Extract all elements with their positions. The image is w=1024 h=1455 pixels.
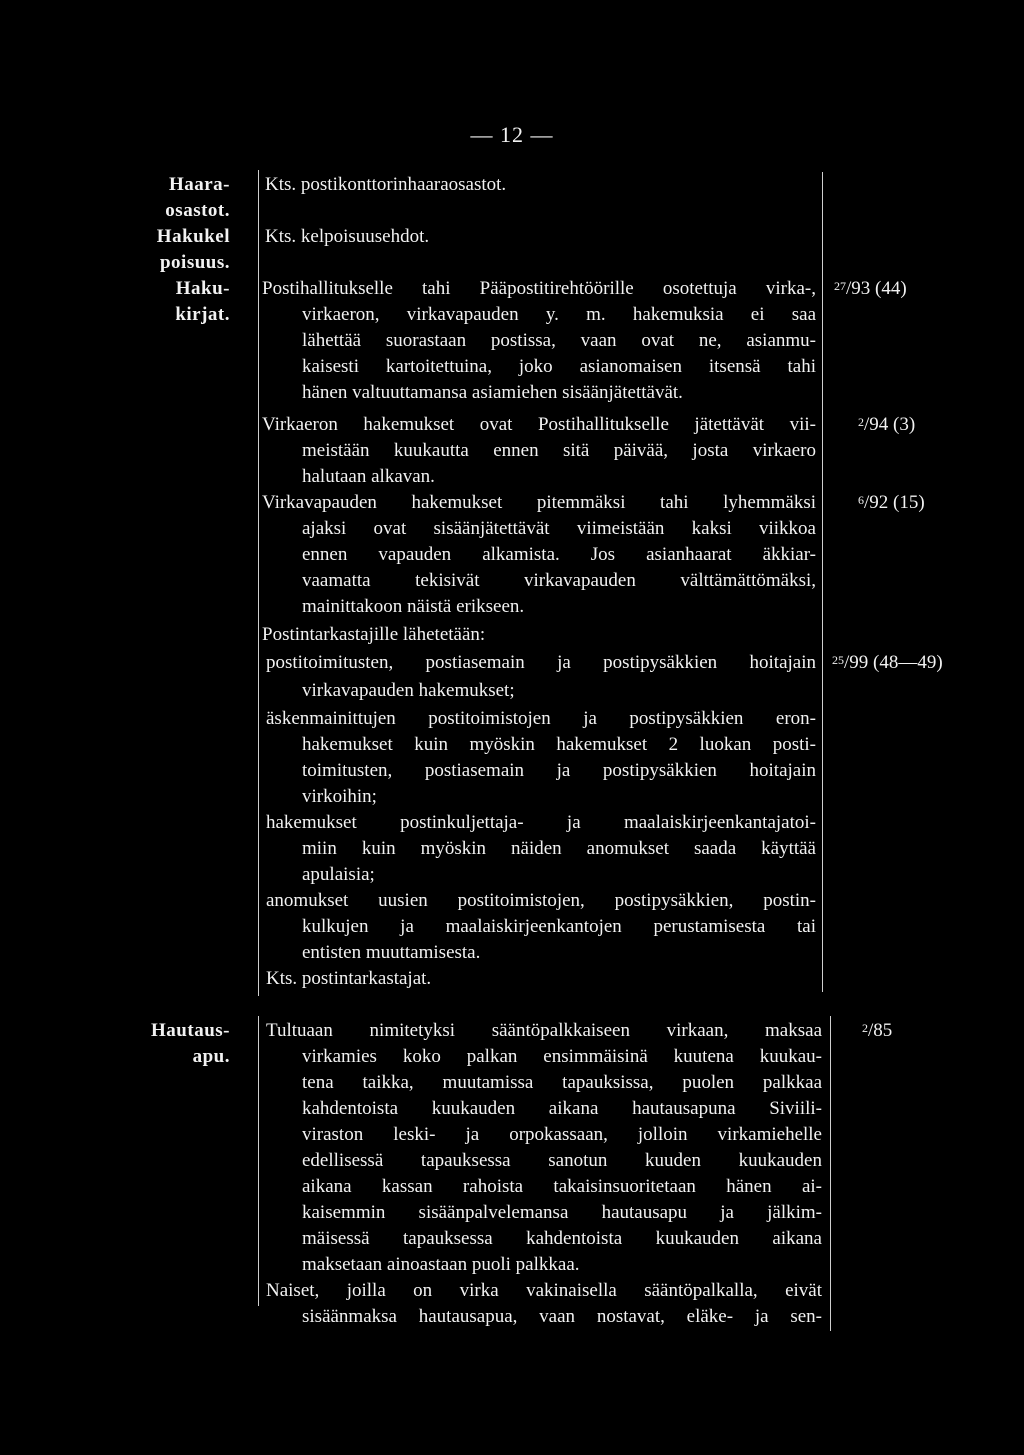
text-line: Naiset, joilla on virka vakinaisella sääntöpalkalla, eivät	[266, 1280, 822, 1301]
text-line: kaisemmin sisäänpalvelemansa hautausapu ja jälkim-	[302, 1202, 822, 1223]
text-line: halutaan alkavan.	[302, 466, 435, 487]
heading-hakukirjat-2: kirjat.	[175, 304, 230, 325]
text-line: edellisessä tapauksessa sanotun kuuden kuukauden	[302, 1150, 822, 1171]
reference-2-sup: 2	[858, 415, 864, 429]
text-line: maksetaan ainoastaan puoli palkkaa.	[302, 1254, 580, 1275]
heading-hakukirjat-1: Haku-	[175, 278, 230, 299]
reference-2-text: /94 (3)	[864, 414, 916, 435]
text-line: aikana kassan rahoista takaisinsuoritetaan hänen ai-	[302, 1176, 822, 1197]
text-line: kulkujen ja maalaiskirjeenkantojen perustamisesta tai	[302, 916, 816, 937]
text-line: ennen vapauden alkamista. Jos asianhaarat äkkiar-	[302, 544, 816, 565]
text-line: hänen valtuuttamansa asiamiehen sisäänjätettävät.	[302, 382, 683, 403]
text-line: hakemukset kuin myöskin hakemukset 2 luokan posti-	[302, 734, 816, 755]
text-line: postitoimitusten, postiasemain ja postipysäkkien hoitajain	[266, 652, 816, 673]
text-line: virkoihin;	[302, 786, 377, 807]
heading-hautausapu-2: apu.	[192, 1046, 230, 1067]
heading-hautausapu-1: Hautaus-	[151, 1020, 230, 1041]
text-line: sisäänmaksa hautausapua, vaan nostavat, eläke- ja sen-	[302, 1306, 822, 1327]
reference-3	[858, 490, 925, 516]
reference-3-text: /92 (15)	[864, 492, 925, 513]
reference-5-sup: 2	[862, 1021, 868, 1035]
reference-5	[862, 1018, 892, 1044]
text-line: tena taikka, muutamissa tapauksissa, puolen palkkaa	[302, 1072, 822, 1093]
left-rule-top	[258, 170, 259, 996]
text-line: äskenmainittujen postitoimistojen ja postipysäkkien eron-	[266, 708, 816, 729]
text-line: virkaeron, virkavapauden y. m. hakemuksia ei saa	[302, 304, 816, 325]
text-line: Virkaeron hakemukset ovat Postihallitukselle jätettävät vii-	[262, 414, 816, 435]
text-line: kahdentoista kuukauden aikana hautausapuna Siviili-	[302, 1098, 822, 1119]
reference-1-sup: 27	[834, 279, 846, 293]
text-line: Postintarkastajille lähetetään:	[262, 624, 486, 645]
text-line: Virkavapauden hakemukset pitemmäksi tahi lyhemmäksi	[262, 492, 816, 513]
reference-1-text: /93 (44)	[846, 278, 907, 299]
text-line: kaisesti kartoitettuina, joko asianomaisen itsensä tahi	[302, 356, 816, 377]
reference-1	[834, 276, 907, 302]
text-line: Kts. postintarkastajat.	[266, 968, 432, 989]
page-number: — 12 —	[470, 122, 554, 147]
reference-4-sup: 25	[832, 653, 844, 667]
reference-4-text: /99 (48—49)	[844, 652, 943, 673]
reference-3-sup: 6	[858, 493, 864, 507]
text-line: hakemukset postinkuljettaja- ja maalaiskirjeenkantajatoi-	[266, 812, 816, 833]
text-line: vaamatta tekisivät virkavapauden välttämättömäksi,	[302, 570, 816, 591]
heading-hakukelpoisuus-1: Hakukel	[156, 226, 230, 247]
reference-5-text: /85	[868, 1020, 893, 1041]
heading-haaraosastot-2: osastot.	[165, 200, 230, 221]
text-line: lähettää suorastaan postissa, vaan ovat ne, asianmu-	[302, 330, 816, 351]
text-line: anomukset uusien postitoimistojen, postipysäkkien, postin-	[266, 890, 816, 911]
reference-2	[858, 412, 915, 438]
text-line: mainittakoon näistä erikseen.	[302, 596, 525, 617]
text-line: toimitusten, postiasemain ja postipysäkkien hoitajain	[302, 760, 816, 781]
text-line: Tultuaan nimitetyksi sääntöpalkkaiseen virkaan, maksaa	[266, 1020, 822, 1041]
right-rule-bottom	[830, 1016, 831, 1331]
text-line: miin kuin myöskin näiden anomukset saada käyttää	[302, 838, 816, 859]
heading-haaraosastot-1: Haara-	[168, 174, 230, 195]
heading-hakukelpoisuus-2: poisuus.	[159, 252, 230, 273]
text-line: mäisessä tapauksessa kahdentoista kuukauden aikana	[302, 1228, 822, 1249]
text-line: virkavapauden hakemukset;	[302, 680, 515, 701]
text-line: Kts. kelpoisuusehdot.	[265, 226, 430, 247]
text-line: Postihallitukselle tahi Pääpostitirehtöörille osotettuja virka-,	[262, 278, 816, 299]
text-line: meistään kuukautta ennen sitä päivää, josta virkaero	[302, 440, 816, 461]
text-line: entisten muuttamisesta.	[302, 942, 481, 963]
text-line: virkamies koko palkan ensimmäisinä kuutena kuukau-	[302, 1046, 822, 1067]
right-rule-top	[822, 172, 823, 992]
left-rule-bottom	[258, 1016, 259, 1306]
text-line: apulaisia;	[302, 864, 375, 885]
text-line: Kts. postikonttorinhaaraosastot.	[265, 174, 507, 195]
reference-4	[832, 650, 943, 676]
text-line: ajaksi ovat sisäänjätettävät viimeistään kaksi viikkoa	[302, 518, 816, 539]
text-line: viraston leski- ja orpokassaan, jolloin virkamiehelle	[302, 1124, 822, 1145]
